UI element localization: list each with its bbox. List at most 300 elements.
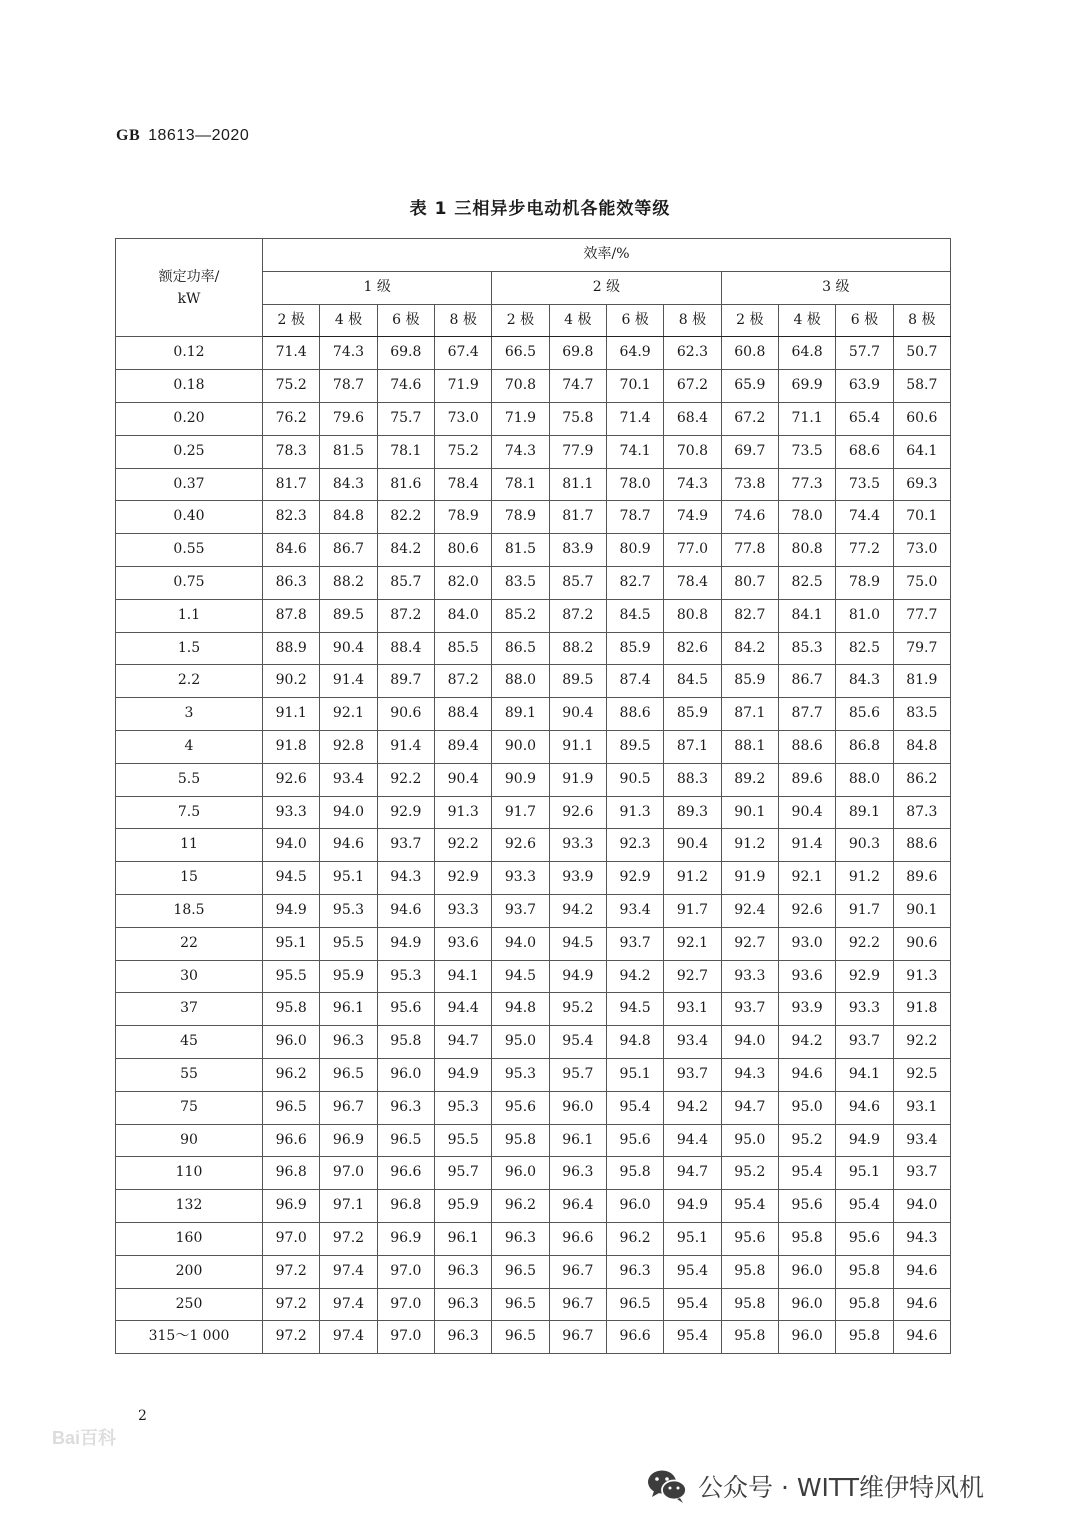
efficiency-cell: 78.0 — [778, 501, 835, 534]
table-row — [116, 927, 951, 960]
efficiency-cell: 95.2 — [549, 993, 606, 1026]
rated-power-cell: 160 — [116, 1222, 263, 1255]
efficiency-cell: 83.5 — [492, 566, 549, 599]
rated-power-cell: 0.40 — [116, 501, 263, 534]
table-row — [116, 1255, 951, 1288]
efficiency-cell: 91.2 — [836, 862, 893, 895]
rated-power-label: 额定功率/ — [158, 268, 220, 285]
efficiency-cell: 88.0 — [836, 763, 893, 796]
efficiency-cell: 96.1 — [549, 1124, 606, 1157]
efficiency-cell: 96.6 — [377, 1157, 434, 1190]
table-row — [116, 1190, 951, 1223]
efficiency-cell: 69.8 — [549, 337, 606, 370]
efficiency-cell: 93.7 — [721, 993, 778, 1026]
efficiency-cell: 90.3 — [836, 829, 893, 862]
efficiency-cell: 93.7 — [836, 1026, 893, 1059]
table-row — [116, 829, 951, 862]
efficiency-cell: 77.9 — [549, 435, 606, 468]
efficiency-cell: 94.2 — [664, 1091, 721, 1124]
efficiency-cell: 80.6 — [434, 534, 491, 567]
efficiency-cell: 81.5 — [492, 534, 549, 567]
efficiency-cell: 93.7 — [664, 1058, 721, 1091]
table-row — [116, 960, 951, 993]
efficiency-table — [115, 238, 951, 1354]
efficiency-cell: 95.8 — [836, 1255, 893, 1288]
efficiency-cell: 60.8 — [721, 337, 778, 370]
efficiency-cell: 91.4 — [377, 730, 434, 763]
efficiency-cell: 81.1 — [549, 468, 606, 501]
efficiency-cell: 95.0 — [492, 1026, 549, 1059]
efficiency-cell: 90.4 — [778, 796, 835, 829]
efficiency-cell: 71.4 — [263, 337, 320, 370]
rated-power-cell: 75 — [116, 1091, 263, 1124]
efficiency-cell: 84.3 — [836, 665, 893, 698]
efficiency-cell: 90.0 — [492, 730, 549, 763]
efficiency-cell: 96.9 — [320, 1124, 377, 1157]
efficiency-cell: 95.4 — [721, 1190, 778, 1223]
efficiency-cell: 88.3 — [664, 763, 721, 796]
efficiency-cell: 93.3 — [434, 894, 491, 927]
efficiency-cell: 90.4 — [320, 632, 377, 665]
efficiency-cell: 96.1 — [434, 1222, 491, 1255]
efficiency-cell: 73.0 — [893, 534, 950, 567]
efficiency-cell: 87.2 — [549, 599, 606, 632]
rated-power-cell: 315～1 000 — [116, 1321, 263, 1354]
efficiency-cell: 94.5 — [263, 862, 320, 895]
efficiency-cell: 94.5 — [492, 960, 549, 993]
efficiency-cell: 97.2 — [263, 1321, 320, 1354]
table-row — [116, 435, 951, 468]
efficiency-cell: 69.9 — [778, 370, 835, 403]
efficiency-cell: 95.0 — [778, 1091, 835, 1124]
efficiency-cell: 86.8 — [836, 730, 893, 763]
efficiency-cell: 94.6 — [320, 829, 377, 862]
efficiency-cell: 94.9 — [664, 1190, 721, 1223]
efficiency-cell: 87.4 — [606, 665, 663, 698]
table-row — [116, 1222, 951, 1255]
efficiency-cell: 94.6 — [893, 1288, 950, 1321]
efficiency-cell: 94.9 — [836, 1124, 893, 1157]
efficiency-cell: 95.7 — [434, 1157, 491, 1190]
efficiency-cell: 83.5 — [893, 698, 950, 731]
efficiency-cell: 90.5 — [606, 763, 663, 796]
efficiency-cell: 94.0 — [320, 796, 377, 829]
efficiency-cell: 89.2 — [721, 763, 778, 796]
rated-power-cell: 45 — [116, 1026, 263, 1059]
table-row — [116, 632, 951, 665]
efficiency-cell: 78.1 — [377, 435, 434, 468]
efficiency-cell: 91.2 — [664, 862, 721, 895]
efficiency-cell: 84.5 — [606, 599, 663, 632]
efficiency-cell: 89.6 — [893, 862, 950, 895]
efficiency-cell: 84.1 — [778, 599, 835, 632]
efficiency-cell: 85.2 — [492, 599, 549, 632]
efficiency-cell: 58.7 — [893, 370, 950, 403]
efficiency-cell: 95.8 — [836, 1288, 893, 1321]
table-row — [116, 599, 951, 632]
efficiency-cell: 96.5 — [492, 1255, 549, 1288]
efficiency-cell: 70.8 — [492, 370, 549, 403]
efficiency-cell: 87.2 — [377, 599, 434, 632]
efficiency-cell: 79.7 — [893, 632, 950, 665]
efficiency-cell: 77.3 — [778, 468, 835, 501]
rated-power-cell: 0.18 — [116, 370, 263, 403]
efficiency-cell: 97.4 — [320, 1255, 377, 1288]
efficiency-cell: 97.4 — [320, 1288, 377, 1321]
efficiency-cell: 94.5 — [606, 993, 663, 1026]
efficiency-cell: 95.4 — [664, 1321, 721, 1354]
efficiency-cell: 96.5 — [492, 1288, 549, 1321]
efficiency-cell: 91.7 — [836, 894, 893, 927]
efficiency-cell: 91.1 — [263, 698, 320, 731]
efficiency-cell: 92.2 — [377, 763, 434, 796]
efficiency-cell: 83.9 — [549, 534, 606, 567]
efficiency-cell: 96.7 — [549, 1321, 606, 1354]
wechat-icon — [646, 1468, 688, 1504]
efficiency-cell: 65.4 — [836, 402, 893, 435]
efficiency-cell: 97.2 — [263, 1288, 320, 1321]
efficiency-cell: 73.0 — [434, 402, 491, 435]
efficiency-cell: 81.7 — [263, 468, 320, 501]
efficiency-cell: 96.6 — [606, 1321, 663, 1354]
efficiency-cell: 96.3 — [549, 1157, 606, 1190]
rated-power-cell: 0.20 — [116, 402, 263, 435]
efficiency-cell: 97.2 — [263, 1255, 320, 1288]
rated-power-cell: 7.5 — [116, 796, 263, 829]
efficiency-cell: 95.0 — [721, 1124, 778, 1157]
rated-power-cell: 5.5 — [116, 763, 263, 796]
efficiency-cell: 94.9 — [434, 1058, 491, 1091]
efficiency-cell: 82.7 — [721, 599, 778, 632]
efficiency-cell: 81.0 — [836, 599, 893, 632]
page-number: 2 — [138, 1408, 147, 1424]
efficiency-cell: 57.7 — [836, 337, 893, 370]
efficiency-cell: 96.2 — [492, 1190, 549, 1223]
efficiency-cell: 69.7 — [721, 435, 778, 468]
efficiency-cell: 92.1 — [778, 862, 835, 895]
efficiency-cell: 95.8 — [836, 1321, 893, 1354]
efficiency-cell: 86.7 — [320, 534, 377, 567]
rated-power-unit: kW — [177, 290, 201, 307]
efficiency-cell: 90.4 — [434, 763, 491, 796]
efficiency-cell: 93.7 — [492, 894, 549, 927]
efficiency-cell: 95.8 — [721, 1321, 778, 1354]
efficiency-cell: 66.5 — [492, 337, 549, 370]
rated-power-cell: 200 — [116, 1255, 263, 1288]
efficiency-cell: 96.5 — [377, 1124, 434, 1157]
efficiency-cell: 97.2 — [320, 1222, 377, 1255]
table-row — [116, 796, 951, 829]
efficiency-cell: 60.6 — [893, 402, 950, 435]
efficiency-cell: 92.4 — [721, 894, 778, 927]
efficiency-cell: 94.9 — [377, 927, 434, 960]
efficiency-cell: 93.4 — [893, 1124, 950, 1157]
efficiency-cell: 88.6 — [893, 829, 950, 862]
efficiency-cell: 96.2 — [263, 1058, 320, 1091]
table-row — [116, 534, 951, 567]
efficiency-cell: 95.4 — [664, 1288, 721, 1321]
efficiency-cell: 95.1 — [664, 1222, 721, 1255]
efficiency-cell: 84.0 — [434, 599, 491, 632]
pole-header: 4 极 — [320, 304, 377, 337]
efficiency-cell: 96.5 — [606, 1288, 663, 1321]
efficiency-cell: 75.8 — [549, 402, 606, 435]
efficiency-cell: 78.3 — [263, 435, 320, 468]
rated-power-header — [116, 239, 263, 337]
efficiency-cell: 95.6 — [836, 1222, 893, 1255]
table-row — [116, 665, 951, 698]
rated-power-cell: 2.2 — [116, 665, 263, 698]
pole-header: 6 极 — [836, 304, 893, 337]
standard-prefix: GB — [116, 127, 141, 144]
efficiency-cell: 89.1 — [492, 698, 549, 731]
efficiency-cell: 94.6 — [778, 1058, 835, 1091]
efficiency-cell: 93.4 — [320, 763, 377, 796]
efficiency-cell: 92.8 — [320, 730, 377, 763]
efficiency-cell: 94.1 — [434, 960, 491, 993]
efficiency-cell: 96.5 — [320, 1058, 377, 1091]
efficiency-cell: 95.5 — [263, 960, 320, 993]
pole-header: 8 极 — [664, 304, 721, 337]
table-row — [116, 1058, 951, 1091]
efficiency-cell: 94.1 — [836, 1058, 893, 1091]
table-row — [116, 993, 951, 1026]
efficiency-cell: 94.3 — [721, 1058, 778, 1091]
efficiency-cell: 74.3 — [664, 468, 721, 501]
efficiency-cell: 95.1 — [606, 1058, 663, 1091]
efficiency-cell: 96.0 — [778, 1255, 835, 1288]
efficiency-cell: 95.1 — [263, 927, 320, 960]
efficiency-cell: 97.0 — [377, 1288, 434, 1321]
efficiency-cell: 73.5 — [836, 468, 893, 501]
efficiency-cell: 96.9 — [263, 1190, 320, 1223]
efficiency-cell: 88.1 — [721, 730, 778, 763]
efficiency-cell: 77.8 — [721, 534, 778, 567]
rated-power-cell: 4 — [116, 730, 263, 763]
efficiency-cell: 75.0 — [893, 566, 950, 599]
efficiency-cell: 88.6 — [606, 698, 663, 731]
efficiency-cell: 84.6 — [263, 534, 320, 567]
efficiency-cell: 93.3 — [263, 796, 320, 829]
efficiency-cell: 92.9 — [377, 796, 434, 829]
efficiency-cell: 81.6 — [377, 468, 434, 501]
efficiency-cell: 88.0 — [492, 665, 549, 698]
efficiency-cell: 92.2 — [434, 829, 491, 862]
efficiency-cell: 92.7 — [664, 960, 721, 993]
efficiency-cell: 79.6 — [320, 402, 377, 435]
efficiency-cell: 92.7 — [721, 927, 778, 960]
efficiency-cell: 91.7 — [664, 894, 721, 927]
efficiency-cell: 86.7 — [778, 665, 835, 698]
efficiency-cell: 70.1 — [893, 501, 950, 534]
efficiency-cell: 95.8 — [606, 1157, 663, 1190]
efficiency-cell: 93.3 — [836, 993, 893, 1026]
efficiency-cell: 64.9 — [606, 337, 663, 370]
efficiency-cell: 93.4 — [606, 894, 663, 927]
efficiency-cell: 95.7 — [549, 1058, 606, 1091]
efficiency-cell: 93.6 — [434, 927, 491, 960]
efficiency-cell: 95.2 — [721, 1157, 778, 1190]
efficiency-cell: 94.5 — [549, 927, 606, 960]
efficiency-cell: 96.7 — [320, 1091, 377, 1124]
table-row — [116, 730, 951, 763]
efficiency-cell: 96.3 — [434, 1255, 491, 1288]
rated-power-cell: 55 — [116, 1058, 263, 1091]
efficiency-cell: 94.3 — [377, 862, 434, 895]
efficiency-cell: 97.4 — [320, 1321, 377, 1354]
efficiency-cell: 74.6 — [721, 501, 778, 534]
rated-power-cell: 1.5 — [116, 632, 263, 665]
efficiency-cell: 95.2 — [778, 1124, 835, 1157]
efficiency-cell: 95.4 — [664, 1255, 721, 1288]
efficiency-cell: 92.2 — [836, 927, 893, 960]
efficiency-cell: 84.2 — [721, 632, 778, 665]
efficiency-cell: 82.3 — [263, 501, 320, 534]
efficiency-cell: 91.2 — [721, 829, 778, 862]
table-title: 表 1 三相异步电动机各能效等级 — [409, 199, 671, 219]
efficiency-cell: 91.8 — [263, 730, 320, 763]
grade-header-1: 1 级 — [263, 271, 492, 304]
efficiency-cell: 70.1 — [606, 370, 663, 403]
efficiency-cell: 88.2 — [549, 632, 606, 665]
table-row — [116, 337, 951, 370]
table-row — [116, 763, 951, 796]
efficiency-cell: 86.3 — [263, 566, 320, 599]
efficiency-cell: 95.4 — [778, 1157, 835, 1190]
efficiency-cell: 94.8 — [606, 1026, 663, 1059]
efficiency-cell: 84.8 — [893, 730, 950, 763]
efficiency-cell: 94.2 — [549, 894, 606, 927]
rated-power-cell: 22 — [116, 927, 263, 960]
efficiency-cell: 64.1 — [893, 435, 950, 468]
efficiency-cell: 67.2 — [664, 370, 721, 403]
efficiency-cell: 69.3 — [893, 468, 950, 501]
table-row — [116, 402, 951, 435]
efficiency-cell: 95.5 — [320, 927, 377, 960]
efficiency-cell: 96.0 — [263, 1026, 320, 1059]
efficiency-cell: 78.9 — [434, 501, 491, 534]
table-row — [116, 1026, 951, 1059]
efficiency-cell: 93.0 — [778, 927, 835, 960]
efficiency-cell: 94.4 — [664, 1124, 721, 1157]
efficiency-cell: 93.7 — [606, 927, 663, 960]
efficiency-cell: 93.7 — [893, 1157, 950, 1190]
efficiency-cell: 74.7 — [549, 370, 606, 403]
efficiency-cell: 96.7 — [549, 1288, 606, 1321]
efficiency-cell: 68.4 — [664, 402, 721, 435]
efficiency-cell: 96.6 — [549, 1222, 606, 1255]
efficiency-cell: 82.2 — [377, 501, 434, 534]
efficiency-cell: 94.7 — [434, 1026, 491, 1059]
efficiency-cell: 96.0 — [778, 1321, 835, 1354]
efficiency-cell: 67.2 — [721, 402, 778, 435]
rated-power-cell: 250 — [116, 1288, 263, 1321]
efficiency-cell: 90.4 — [664, 829, 721, 862]
wechat-account-text: 公众号 · WITT维伊特风机 — [698, 1473, 985, 1502]
efficiency-cell: 94.0 — [893, 1190, 950, 1223]
efficiency-cell: 94.8 — [492, 993, 549, 1026]
pole-header: 4 极 — [549, 304, 606, 337]
efficiency-cell: 87.2 — [434, 665, 491, 698]
efficiency-cell: 74.1 — [606, 435, 663, 468]
efficiency-cell: 71.4 — [606, 402, 663, 435]
efficiency-cell: 84.8 — [320, 501, 377, 534]
efficiency-cell: 82.7 — [606, 566, 663, 599]
efficiency-cell: 95.8 — [778, 1222, 835, 1255]
efficiency-cell: 91.9 — [549, 763, 606, 796]
pole-header: 4 极 — [778, 304, 835, 337]
efficiency-cell: 95.6 — [721, 1222, 778, 1255]
efficiency-cell: 89.4 — [434, 730, 491, 763]
efficiency-cell: 85.9 — [606, 632, 663, 665]
efficiency-cell: 96.6 — [263, 1124, 320, 1157]
table-row — [116, 1288, 951, 1321]
efficiency-cell: 90.1 — [893, 894, 950, 927]
efficiency-cell: 88.6 — [778, 730, 835, 763]
efficiency-cell: 95.8 — [492, 1124, 549, 1157]
efficiency-cell: 87.7 — [778, 698, 835, 731]
pole-header: 2 极 — [721, 304, 778, 337]
rated-power-cell: 132 — [116, 1190, 263, 1223]
efficiency-cell: 70.8 — [664, 435, 721, 468]
efficiency-cell: 97.0 — [377, 1255, 434, 1288]
efficiency-cell: 85.6 — [836, 698, 893, 731]
efficiency-cell: 96.0 — [606, 1190, 663, 1223]
efficiency-cell: 78.9 — [492, 501, 549, 534]
efficiency-cell: 82.6 — [664, 632, 721, 665]
efficiency-cell: 64.8 — [778, 337, 835, 370]
table-body — [116, 337, 951, 1354]
efficiency-cell: 93.6 — [778, 960, 835, 993]
efficiency-cell: 95.5 — [434, 1124, 491, 1157]
table-row — [116, 862, 951, 895]
efficiency-cell: 94.0 — [492, 927, 549, 960]
efficiency-cell: 97.0 — [320, 1157, 377, 1190]
efficiency-cell: 96.0 — [377, 1058, 434, 1091]
efficiency-cell: 91.4 — [320, 665, 377, 698]
efficiency-cell: 76.2 — [263, 402, 320, 435]
efficiency-cell: 95.8 — [721, 1255, 778, 1288]
rated-power-cell: 0.75 — [116, 566, 263, 599]
efficiency-cell: 91.3 — [606, 796, 663, 829]
efficiency-cell: 94.7 — [721, 1091, 778, 1124]
efficiency-cell: 80.8 — [778, 534, 835, 567]
efficiency-cell: 96.3 — [606, 1255, 663, 1288]
efficiency-cell: 96.2 — [606, 1222, 663, 1255]
efficiency-cell: 94.4 — [434, 993, 491, 1026]
efficiency-cell: 95.1 — [836, 1157, 893, 1190]
efficiency-cell: 92.9 — [836, 960, 893, 993]
table-row — [116, 1091, 951, 1124]
table-row — [116, 566, 951, 599]
efficiency-cell: 93.9 — [778, 993, 835, 1026]
efficiency-cell: 89.6 — [778, 763, 835, 796]
efficiency-cell: 90.6 — [893, 927, 950, 960]
table-row — [116, 370, 951, 403]
efficiency-cell: 84.3 — [320, 468, 377, 501]
efficiency-cell: 93.3 — [721, 960, 778, 993]
efficiency-cell: 63.9 — [836, 370, 893, 403]
rated-power-cell: 0.25 — [116, 435, 263, 468]
efficiency-cell: 93.3 — [549, 829, 606, 862]
efficiency-cell: 85.7 — [549, 566, 606, 599]
efficiency-cell: 94.9 — [549, 960, 606, 993]
efficiency-cell: 94.6 — [893, 1321, 950, 1354]
efficiency-cell: 77.2 — [836, 534, 893, 567]
efficiency-cell: 81.9 — [893, 665, 950, 698]
efficiency-cell: 92.3 — [606, 829, 663, 862]
efficiency-cell: 78.4 — [434, 468, 491, 501]
